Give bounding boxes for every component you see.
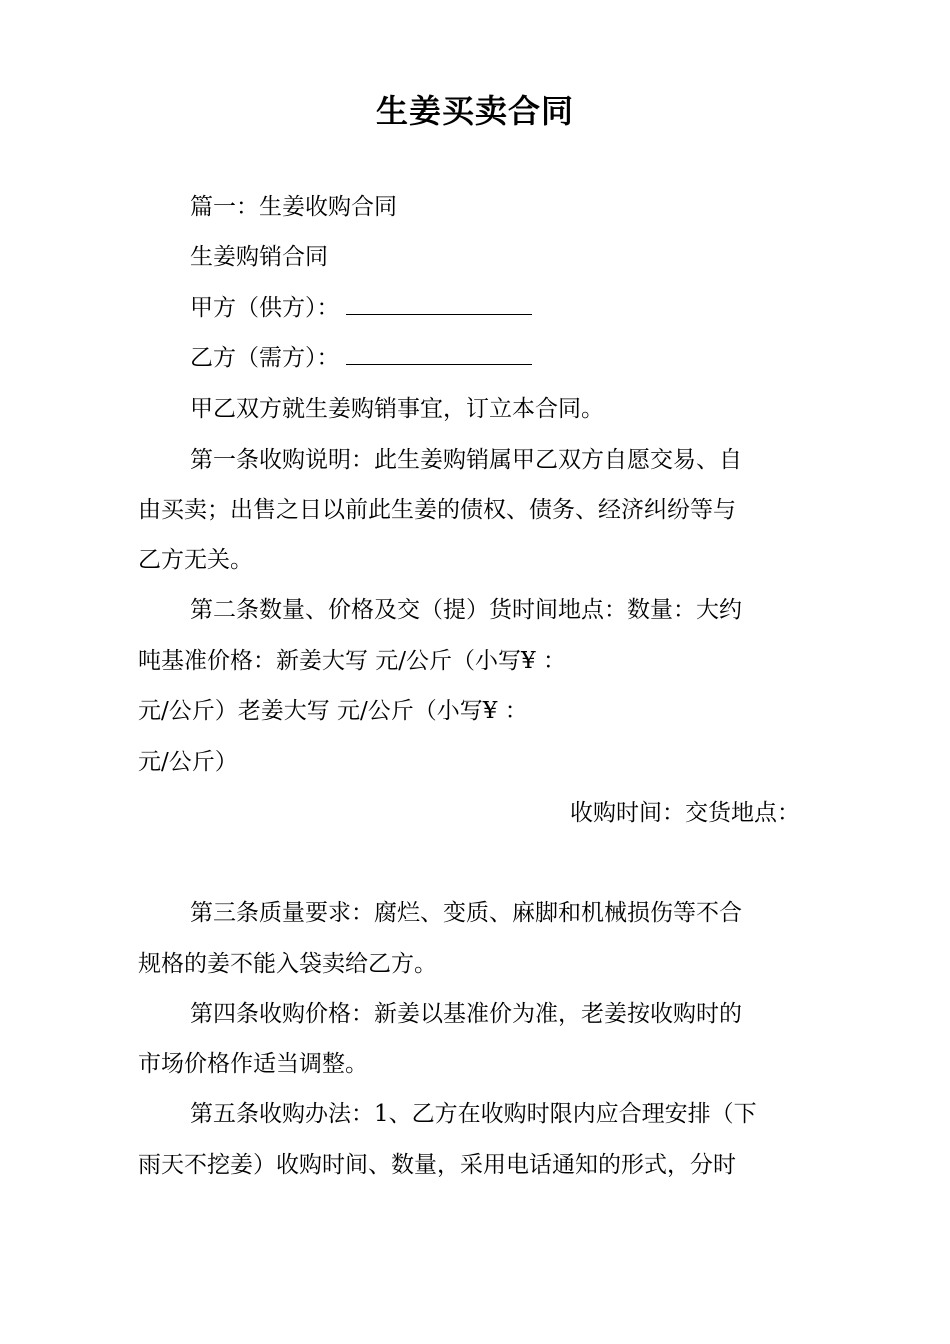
- party-a-line: [190, 291, 532, 325]
- clause-2-line: 元/公斤）: [138, 749, 238, 775]
- clause-1-line: 乙方无关。: [138, 547, 253, 573]
- clause-2-line: 吨基准价格：新姜大写 元/公斤（小写¥ ：: [138, 648, 567, 674]
- clause-2-line: 第二条数量、价格及交（提）货时间地点：数量：大约: [190, 597, 742, 623]
- clause-3-line: 规格的姜不能入袋卖给乙方。: [138, 951, 437, 977]
- document-title: 生姜买卖合同: [375, 92, 574, 130]
- clause-2-line: 元/公斤）老姜大写 元/公斤（小写¥ ：: [138, 698, 528, 724]
- clause-1-line: 第一条收购说明：此生姜购销属甲乙双方自愿交易、自: [190, 447, 742, 473]
- clause-4-line: 第四条收购价格：新姜以基准价为准，老姜按收购时的: [190, 1001, 742, 1027]
- clause-5-line: 雨天不挖姜）收购时间、数量，采用电话通知的形式，分时: [138, 1152, 736, 1178]
- clause-5-line: 第五条收购办法：1、乙方在收购时限内应合理安排（下: [190, 1101, 757, 1127]
- paragraph-line: 甲乙双方就生姜购销事宜，订立本合同。: [190, 396, 604, 422]
- clause-3-line: 第三条质量要求：腐烂、变质、麻脚和机械损伤等不合: [190, 900, 742, 926]
- party-a-blank: [346, 292, 532, 315]
- party-b-line: [190, 341, 532, 375]
- clause-1-line: 由买卖；出售之日以前此生姜的债权、债务、经济纠纷等与: [138, 497, 736, 523]
- subtitle: 生姜购销合同: [190, 244, 328, 270]
- section-heading: 篇一：生姜收购合同: [190, 194, 397, 220]
- clause-4-line: 市场价格作适当调整。: [138, 1051, 368, 1077]
- party-b-blank: [346, 342, 532, 365]
- clause-2-time-place: 收购时间：交货地点：: [570, 800, 800, 826]
- party-b-label: 乙方（需方）：: [190, 345, 340, 371]
- party-a-label: 甲方（供方）：: [190, 295, 340, 321]
